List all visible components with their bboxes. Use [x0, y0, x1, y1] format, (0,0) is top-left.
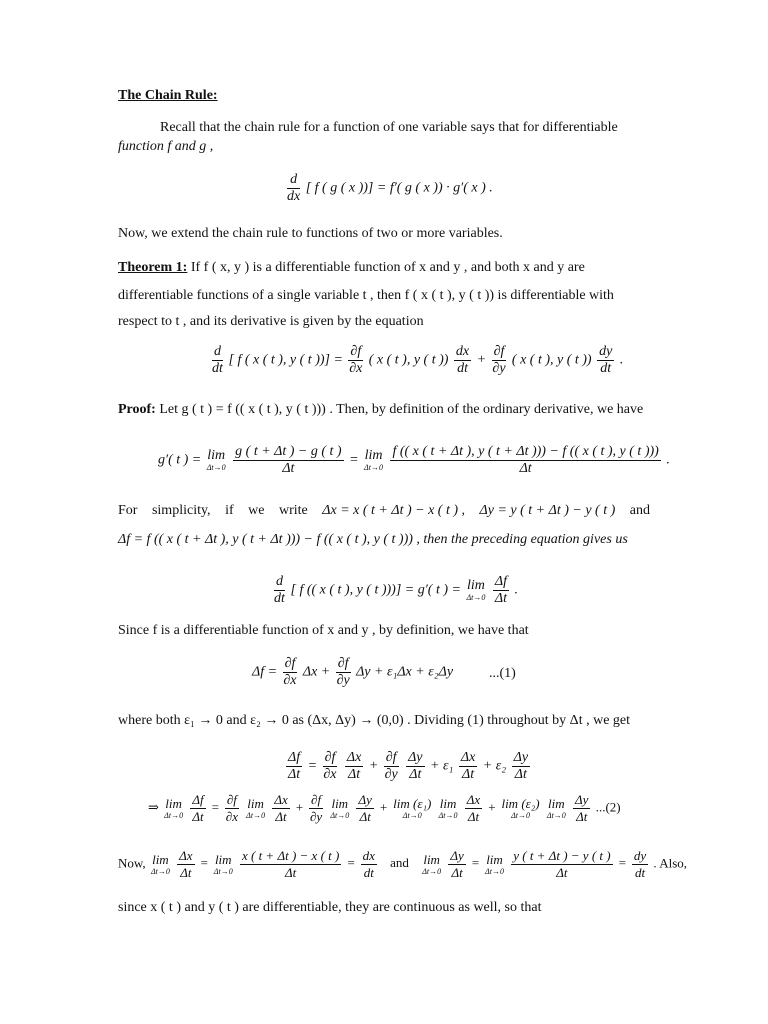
lim-subscript: Δt→0 — [246, 810, 266, 820]
eq-denominator: ∂y — [492, 361, 506, 376]
eq-text: + — [379, 799, 388, 815]
lim-subscript: Δt→0 — [466, 592, 486, 602]
eq-denominator: ∂y — [336, 673, 350, 688]
lim-operator: lim (ε₁) — [393, 795, 432, 811]
equation-tag: ...(2) — [595, 799, 621, 815]
delta-y-definition: Δy = y ( t + Δt ) − y ( t ) — [479, 503, 616, 518]
paragraph-text: Since f is a differentiable function of x and y , by definition, we have that — [118, 623, 529, 638]
eq-numerator: d — [276, 574, 283, 589]
eq-numerator: Δx — [274, 792, 288, 807]
eq-denominator: Δt — [514, 767, 527, 782]
justified-line — [118, 501, 650, 521]
lim-subscript: Δt→0 — [485, 866, 504, 876]
eq-text: = — [349, 452, 359, 468]
eq-denominator: ∂y — [384, 767, 398, 782]
eq-denominator: Δt — [275, 809, 287, 824]
eq-text: = — [471, 855, 480, 871]
eq-denominator: dt — [274, 591, 285, 606]
eq-text: + — [368, 758, 379, 774]
eq-denominator: Δt — [451, 865, 463, 880]
eq-denominator: Δt — [348, 767, 361, 782]
theorem-text: respect to t , and its derivative is given by the equation — [118, 314, 424, 329]
equation-chain-rule-single — [285, 172, 493, 205]
eq-text: = — [346, 855, 356, 871]
eq-text: [ f ( x ( t ), y ( t ))] = — [228, 352, 343, 368]
lim-subscript: Δt→0 — [402, 810, 422, 820]
lim-operator: lim — [466, 577, 485, 593]
delta-x-definition: Δx = x ( t + Δt ) − x ( t ) , — [322, 503, 466, 518]
lim-subscript: Δt→0 — [364, 462, 383, 472]
eq-numerator: dx — [455, 344, 470, 359]
lim-operator: lim — [439, 795, 457, 811]
paragraph-text: since x ( t ) and y ( t ) are differentiable, they are continuous as well, so that — [118, 900, 542, 915]
theorem-text: differentiable functions of a single variable t , then f ( x ( t ), y ( t )) is differentiable with — [118, 288, 614, 303]
lim-operator: lim — [548, 795, 565, 811]
equation-derivative-definition — [158, 444, 670, 477]
theorem-line — [118, 258, 585, 278]
eq-text: + — [476, 352, 487, 368]
eq-text: ( x ( t ), y ( t )) — [511, 352, 592, 368]
word: and — [390, 855, 409, 871]
eq-numerator: Δx — [466, 792, 481, 807]
eq-numerator: Δx — [179, 848, 193, 863]
eq-numerator: Δy — [358, 792, 372, 807]
word: simplicity, — [151, 503, 211, 518]
eq-denominator: Δt — [462, 767, 475, 782]
eq-numerator: dx — [362, 848, 375, 863]
word: Now, — [118, 855, 146, 871]
eq-numerator: ∂f — [493, 344, 505, 359]
paragraph-text: Recall that the chain rule for a function of one variable says that for differentiable — [160, 120, 618, 135]
lim-operator: lim — [486, 851, 503, 867]
eq-denominator: Δt — [556, 865, 568, 880]
eq-text: . — [666, 452, 670, 468]
eq-numerator: ∂f — [385, 750, 397, 765]
eq-denominator: Δt — [467, 809, 480, 824]
word: . Also, — [653, 855, 687, 871]
eq-denominator: Δt — [180, 865, 192, 880]
lim-subscript: Δt→0 — [164, 810, 184, 820]
eq-text: + — [487, 799, 497, 815]
equation-limit-delta-f — [272, 574, 518, 607]
eq-numerator: y ( t + Δt ) − y ( t ) — [513, 848, 611, 863]
eq-denominator: dt — [600, 361, 612, 376]
eq-numerator: ∂f — [337, 656, 349, 671]
equation-theorem-derivative — [210, 344, 623, 377]
eq-numerator: f (( x ( t + Δt ), y ( t + Δt ))) − f (( x ( t ), y ( t ))) — [392, 444, 659, 459]
eq-text: + — [294, 799, 304, 815]
eq-text: = — [210, 799, 220, 815]
eq-numerator: Δf — [192, 792, 204, 807]
eq-numerator: Δy — [450, 848, 464, 863]
implies-arrow: ⇒ — [148, 799, 159, 815]
paragraph-text: Δf = f (( x ( t + Δt ), y ( t + Δt ))) − f (( x ( t ), y ( t ))) , then the preceding equation gives us — [118, 532, 628, 547]
eq-numerator: d — [287, 172, 300, 189]
eq-text: Δx + — [302, 664, 331, 680]
lim-operator: lim — [331, 795, 349, 811]
eq-numerator: ∂f — [350, 344, 362, 359]
word: and — [629, 503, 650, 518]
eq-text: Δf = — [252, 664, 278, 680]
lim-subscript: Δt→0 — [206, 462, 226, 472]
eq-denominator: Δt — [494, 591, 507, 606]
eq-denominator: Δt — [282, 461, 295, 476]
eq-denominator: Δt — [576, 809, 588, 824]
eq-denominator: ∂y — [309, 809, 323, 824]
eq-denominator: ∂x — [283, 673, 297, 688]
lim-subscript: Δt→0 — [422, 866, 442, 876]
equation-divided — [284, 750, 532, 783]
lim-operator: lim — [364, 447, 383, 463]
eq-text: = — [617, 855, 627, 871]
eq-denominator: dt — [363, 865, 374, 880]
paragraph-text: where both ε₁ → 0 and ε₂ → 0 as (Δx, Δy) → (0,0) . Dividing (1) throughout by Δt , we get — [118, 713, 631, 728]
equation-tag: ...(1) — [489, 666, 516, 681]
eq-denominator: Δt — [285, 865, 297, 880]
equation-total-increment — [252, 656, 522, 689]
lim-operator: lim — [152, 851, 169, 867]
eq-text: ( x ( t ), y ( t )) — [368, 352, 449, 368]
eq-numerator: dy — [599, 344, 613, 359]
lim-operator: lim — [207, 447, 226, 463]
eq-numerator: x ( t + Δt ) − x ( t ) — [241, 848, 340, 863]
eq-denominator: Δt — [519, 461, 532, 476]
lim-subscript: Δt→0 — [511, 810, 530, 820]
eq-numerator: Δf — [288, 750, 301, 765]
eq-denominator: ∂x — [349, 361, 363, 376]
eq-denominator: ∂x — [323, 767, 337, 782]
eq-numerator: ∂f — [311, 792, 322, 807]
equation-limits — [148, 792, 621, 825]
eq-text: g′( t ) = — [158, 452, 202, 468]
word: we — [248, 503, 265, 518]
eq-numerator: ∂f — [324, 750, 336, 765]
eq-denominator: dt — [634, 865, 646, 880]
eq-denominator: Δt — [288, 767, 301, 782]
proof-label: Proof: — [118, 402, 156, 417]
eq-numerator: d — [214, 344, 221, 359]
eq-denominator: Δt — [192, 809, 204, 824]
eq-denominator: dx — [287, 189, 301, 204]
eq-denominator: Δt — [359, 809, 371, 824]
eq-text: = — [307, 758, 318, 774]
eq-body: [ f ( g ( x ))] = f′( g ( x )) · g′( x ) . — [305, 180, 493, 196]
section-heading: The Chain Rule: — [118, 88, 218, 103]
eq-text: = — [199, 855, 209, 871]
proof-text: Let g ( t ) = f (( x ( t ), y ( t ))) . Then, by definition of the ordinary derivative, we have — [159, 402, 644, 417]
eq-denominator: dt — [212, 361, 223, 376]
lim-subscript: Δt→0 — [438, 810, 458, 820]
now-line — [118, 848, 687, 881]
eq-text: + ε₂ — [482, 758, 507, 774]
eq-numerator: Δy — [408, 750, 423, 765]
eq-text: Δy + ε₁Δx + ε₂Δy — [356, 664, 454, 680]
eq-numerator: Δy — [575, 792, 589, 807]
eq-denominator: Δt — [409, 767, 422, 782]
eq-text: . — [619, 352, 624, 368]
word: if — [225, 503, 234, 518]
theorem-label: Theorem 1: — [118, 260, 188, 275]
lim-subscript: Δt→0 — [546, 810, 566, 820]
eq-numerator: dy — [633, 848, 647, 863]
lim-operator: lim — [214, 851, 232, 867]
eq-numerator: Δy — [513, 750, 529, 765]
eq-numerator: ∂f — [226, 792, 237, 807]
proof-line — [118, 400, 643, 420]
theorem-text: If f ( x, y ) is a differentiable function of x and y , and both x and y are — [190, 260, 585, 275]
lim-subscript: Δt→0 — [150, 866, 170, 876]
lim-operator: lim (ε₂) — [501, 795, 540, 811]
eq-text: + ε₁ — [430, 758, 454, 774]
lim-operator: lim — [165, 795, 182, 811]
eq-text: . — [514, 582, 518, 598]
lim-subscript: Δt→0 — [330, 810, 350, 820]
paragraph-text: function f and g , — [118, 139, 214, 154]
eq-denominator: ∂x — [225, 809, 238, 824]
lim-operator: lim — [423, 851, 440, 867]
eq-numerator: Δf — [494, 574, 507, 589]
eq-numerator: ∂f — [284, 656, 296, 671]
eq-numerator: Δx — [460, 750, 476, 765]
lim-subscript: Δt→0 — [213, 866, 233, 876]
paragraph-text: Now, we extend the chain rule to functions of two or more variables. — [118, 226, 503, 241]
eq-numerator: Δx — [346, 750, 362, 765]
eq-text: [ f (( x ( t ), y ( t )))] = g′( t ) = — [290, 582, 461, 598]
word: write — [279, 503, 308, 518]
lim-operator: lim — [247, 795, 264, 811]
eq-denominator: dt — [457, 361, 468, 376]
word: For — [118, 503, 138, 518]
eq-numerator: g ( t + Δt ) − g ( t ) — [235, 444, 342, 459]
